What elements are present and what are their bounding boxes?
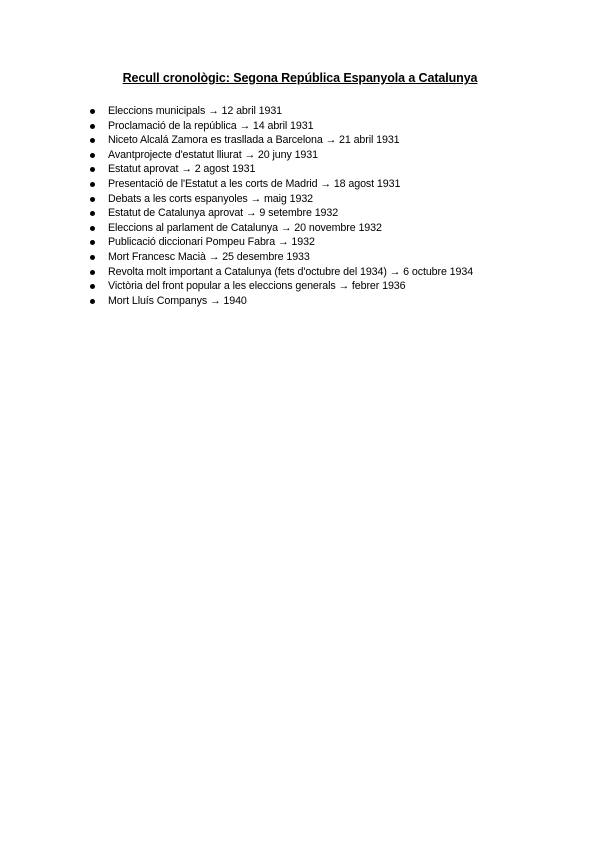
- bullet-icon: [90, 299, 95, 304]
- list-item: [90, 162, 473, 177]
- event-text: Publicació diccionari Pompeu Fabra → 1932: [108, 236, 315, 249]
- list-item: [90, 265, 473, 280]
- bullet-icon: [90, 167, 95, 172]
- event-text: Estatut de Catalunya aprovat → 9 setembre 1932: [108, 207, 339, 220]
- event-text: Mort Lluís Companys → 1940: [108, 294, 247, 307]
- event-text: Victòria del front popular a les eleccions generals → febrer 1936: [108, 280, 406, 293]
- bullet-icon: [90, 109, 95, 114]
- list-item: [90, 148, 473, 163]
- bullet-icon: [90, 255, 95, 260]
- list-item: [90, 133, 473, 148]
- document-title: Recull cronològic: Segona República Espanyola a Catalunya: [122, 71, 478, 85]
- event-text: Eleccions municipals → 12 abril 1931: [108, 105, 283, 117]
- list-item: [90, 250, 473, 265]
- bullet-icon: [90, 124, 95, 129]
- bullet-icon: [90, 197, 95, 202]
- bullet-icon: [90, 226, 95, 231]
- list-item: [90, 279, 473, 294]
- bullet-icon: [90, 182, 95, 187]
- event-text: Estatut aprovat → 2 agost 1931: [108, 163, 256, 176]
- bullet-icon: [90, 284, 95, 289]
- list-item: [90, 235, 473, 250]
- event-text: Proclamació de la república → 14 abril 1931: [108, 119, 314, 132]
- list-item: [90, 294, 473, 309]
- event-text: Mort Francesc Macià → 25 desembre 1933: [108, 250, 310, 263]
- chronology-list: [90, 104, 473, 308]
- list-item: [90, 119, 473, 134]
- event-text: Presentació de l'Estatut a les corts de Madrid → 18 agost 1931: [108, 177, 401, 190]
- bullet-icon: [90, 153, 95, 158]
- event-text: Revolta molt important a Catalunya (fets d'octubre del 1934) → 6 octubre 1934: [108, 265, 474, 278]
- list-item: [90, 206, 473, 221]
- list-item: [90, 221, 473, 236]
- event-text: Avantprojecte d'estatut lliurat → 20 juny 1931: [108, 148, 318, 161]
- bullet-icon: [90, 138, 95, 143]
- list-item: [90, 104, 473, 119]
- event-text: Niceto Alcalá Zamora es trasllada a Barcelona → 21 abril 1931: [108, 134, 400, 147]
- bullet-icon: [90, 211, 95, 216]
- bullet-icon: [90, 270, 95, 275]
- event-text: Eleccions al parlament de Catalunya → 20 novembre 1932: [108, 221, 382, 234]
- event-text: Debats a les corts espanyoles → maig 1932: [108, 192, 314, 205]
- list-item: [90, 177, 473, 192]
- bullet-icon: [90, 240, 95, 245]
- list-item: [90, 192, 473, 207]
